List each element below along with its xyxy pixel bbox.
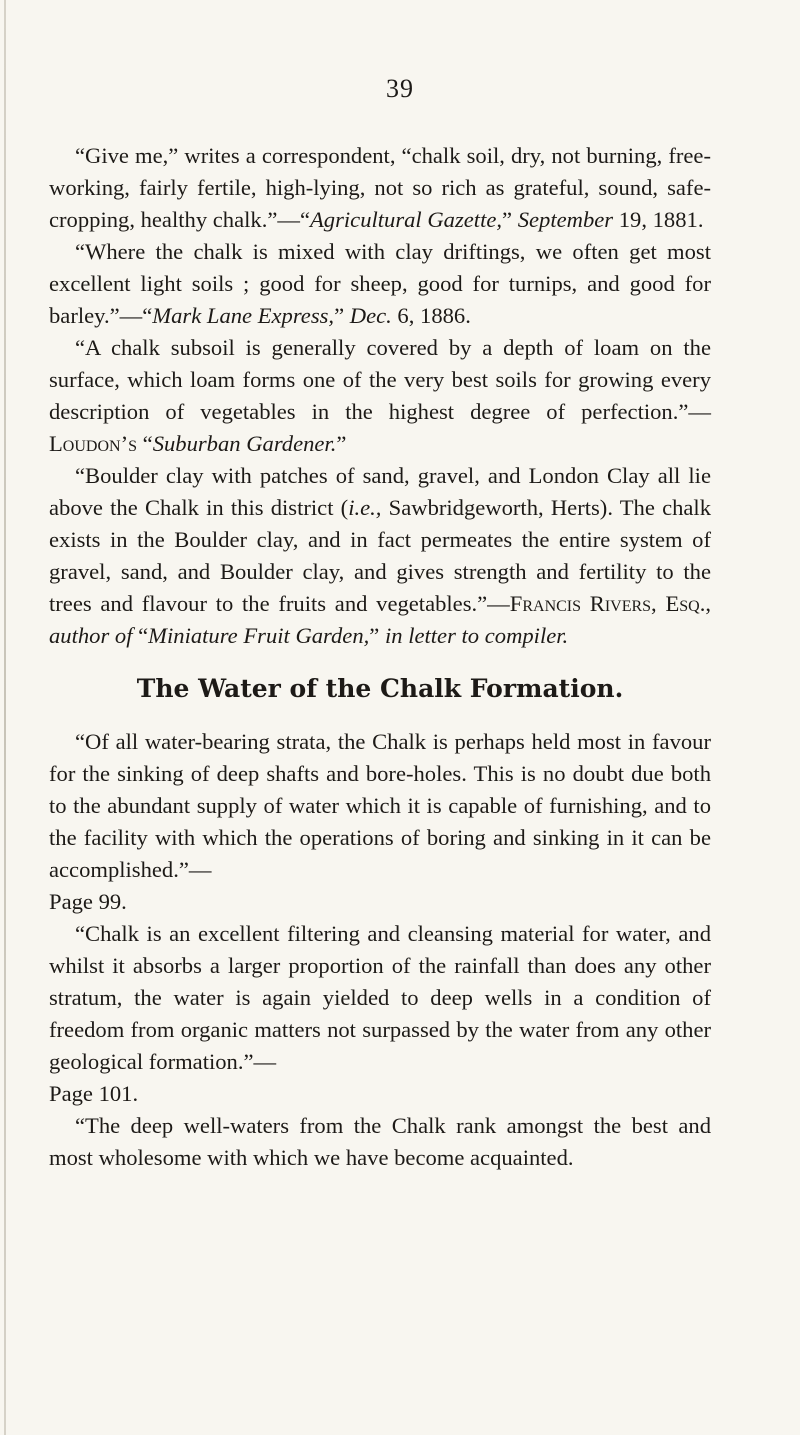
quote-text: Sawbridgeworth, Herts). The chalk exists in the Boulder clay, and in fact permeates the entire system of gravel, sand, and Boulder clay, and gives strength and fertility to the trees and flavour to the fruits and vegetables.”— (49, 495, 712, 616)
section-heading: The Water of the Chalk Formation. (136, 674, 624, 703)
citation-italic: i.e., (348, 495, 382, 520)
quote-text: “ (137, 431, 153, 456)
page-reference: Page 101. (49, 1081, 139, 1106)
quote-text: “Chalk is an excellent filtering and cleansing material for water, and whilst it absorbs a larger proportion of the rainfall than does any other stratum, the water is again yielded to deep wells in a condition of freedom from organic matters not surpassed by the water from any other geological formation.”— (49, 921, 711, 1074)
page-number: 39 (386, 74, 414, 103)
citation-italic: Agricultural Gazette, (310, 207, 503, 232)
quote-paragraph (49, 460, 711, 652)
quote-text: “Boulder clay with patches of sand, gravel, and London Clay all lie above the Chalk in this district ( (49, 463, 711, 520)
quote-text: ” (336, 431, 347, 456)
page-reference: Page 99. (49, 889, 127, 914)
author-name: Francis Rivers, Esq., (509, 591, 711, 616)
body-text (49, 140, 711, 1174)
citation-italic: Miniature Fruit Garden, (148, 623, 370, 648)
quote-paragraph (49, 236, 711, 332)
citation-italic: Suburban Gardener. (152, 431, 337, 456)
page-gutter-edge (4, 0, 6, 1435)
quote-text: “ (132, 623, 149, 648)
quote-text: ” (334, 303, 350, 328)
quote-text: “Give me,” writes a correspondent, “chalk soil, dry, not burning, free-working, fairly fertile, high-lying, not so rich as grateful, sound, safe-cropping, healthy chalk.”—“ (49, 143, 711, 232)
author-name: Loudon’s (49, 431, 137, 456)
quote-text: ” (502, 207, 518, 232)
quote-text: 19, 1881. (613, 207, 704, 232)
water-quote-paragraph (49, 726, 711, 886)
water-quote-paragraph (49, 918, 711, 1078)
quote-text: ” (369, 623, 385, 648)
quote-paragraph (49, 332, 711, 460)
water-quotes-block (49, 726, 711, 1174)
quote-text: “Of all water-bearing strata, the Chalk is perhaps held most in favour for the sinking of deep shafts and bore-holes. This is no doubt due both to the abundant supply of water which it is capable of furnishing, and to the facility with which the operations of boring and sinking in it can be accomplished.”— (49, 729, 711, 882)
quote-paragraph (49, 140, 711, 236)
quote-text: 6, 1886. (391, 303, 471, 328)
citation-italic: Mark Lane Express, (152, 303, 335, 328)
quotes-block (49, 140, 711, 652)
water-quote-paragraph (49, 1110, 711, 1174)
citation-italic: in letter to compiler. (384, 623, 569, 648)
quote-text: “The deep well-waters from the Chalk rank amongst the best and most wholesome with which we have become acquainted. (49, 1113, 711, 1170)
citation-italic: Dec. (349, 303, 392, 328)
citation-italic: author of (49, 623, 133, 648)
quote-text: “Where the chalk is mixed with clay driftings, we often get most excellent light soils ; good for sheep, good for turnips, and good for barley.”—“ (49, 239, 711, 328)
quote-text: “A chalk subsoil is generally covered by a depth of loam on the surface, which loam forms one of the very best soils for growing every description of vegetables in the highest degree of perfection.”— (49, 335, 711, 424)
citation-italic: September (517, 207, 614, 232)
